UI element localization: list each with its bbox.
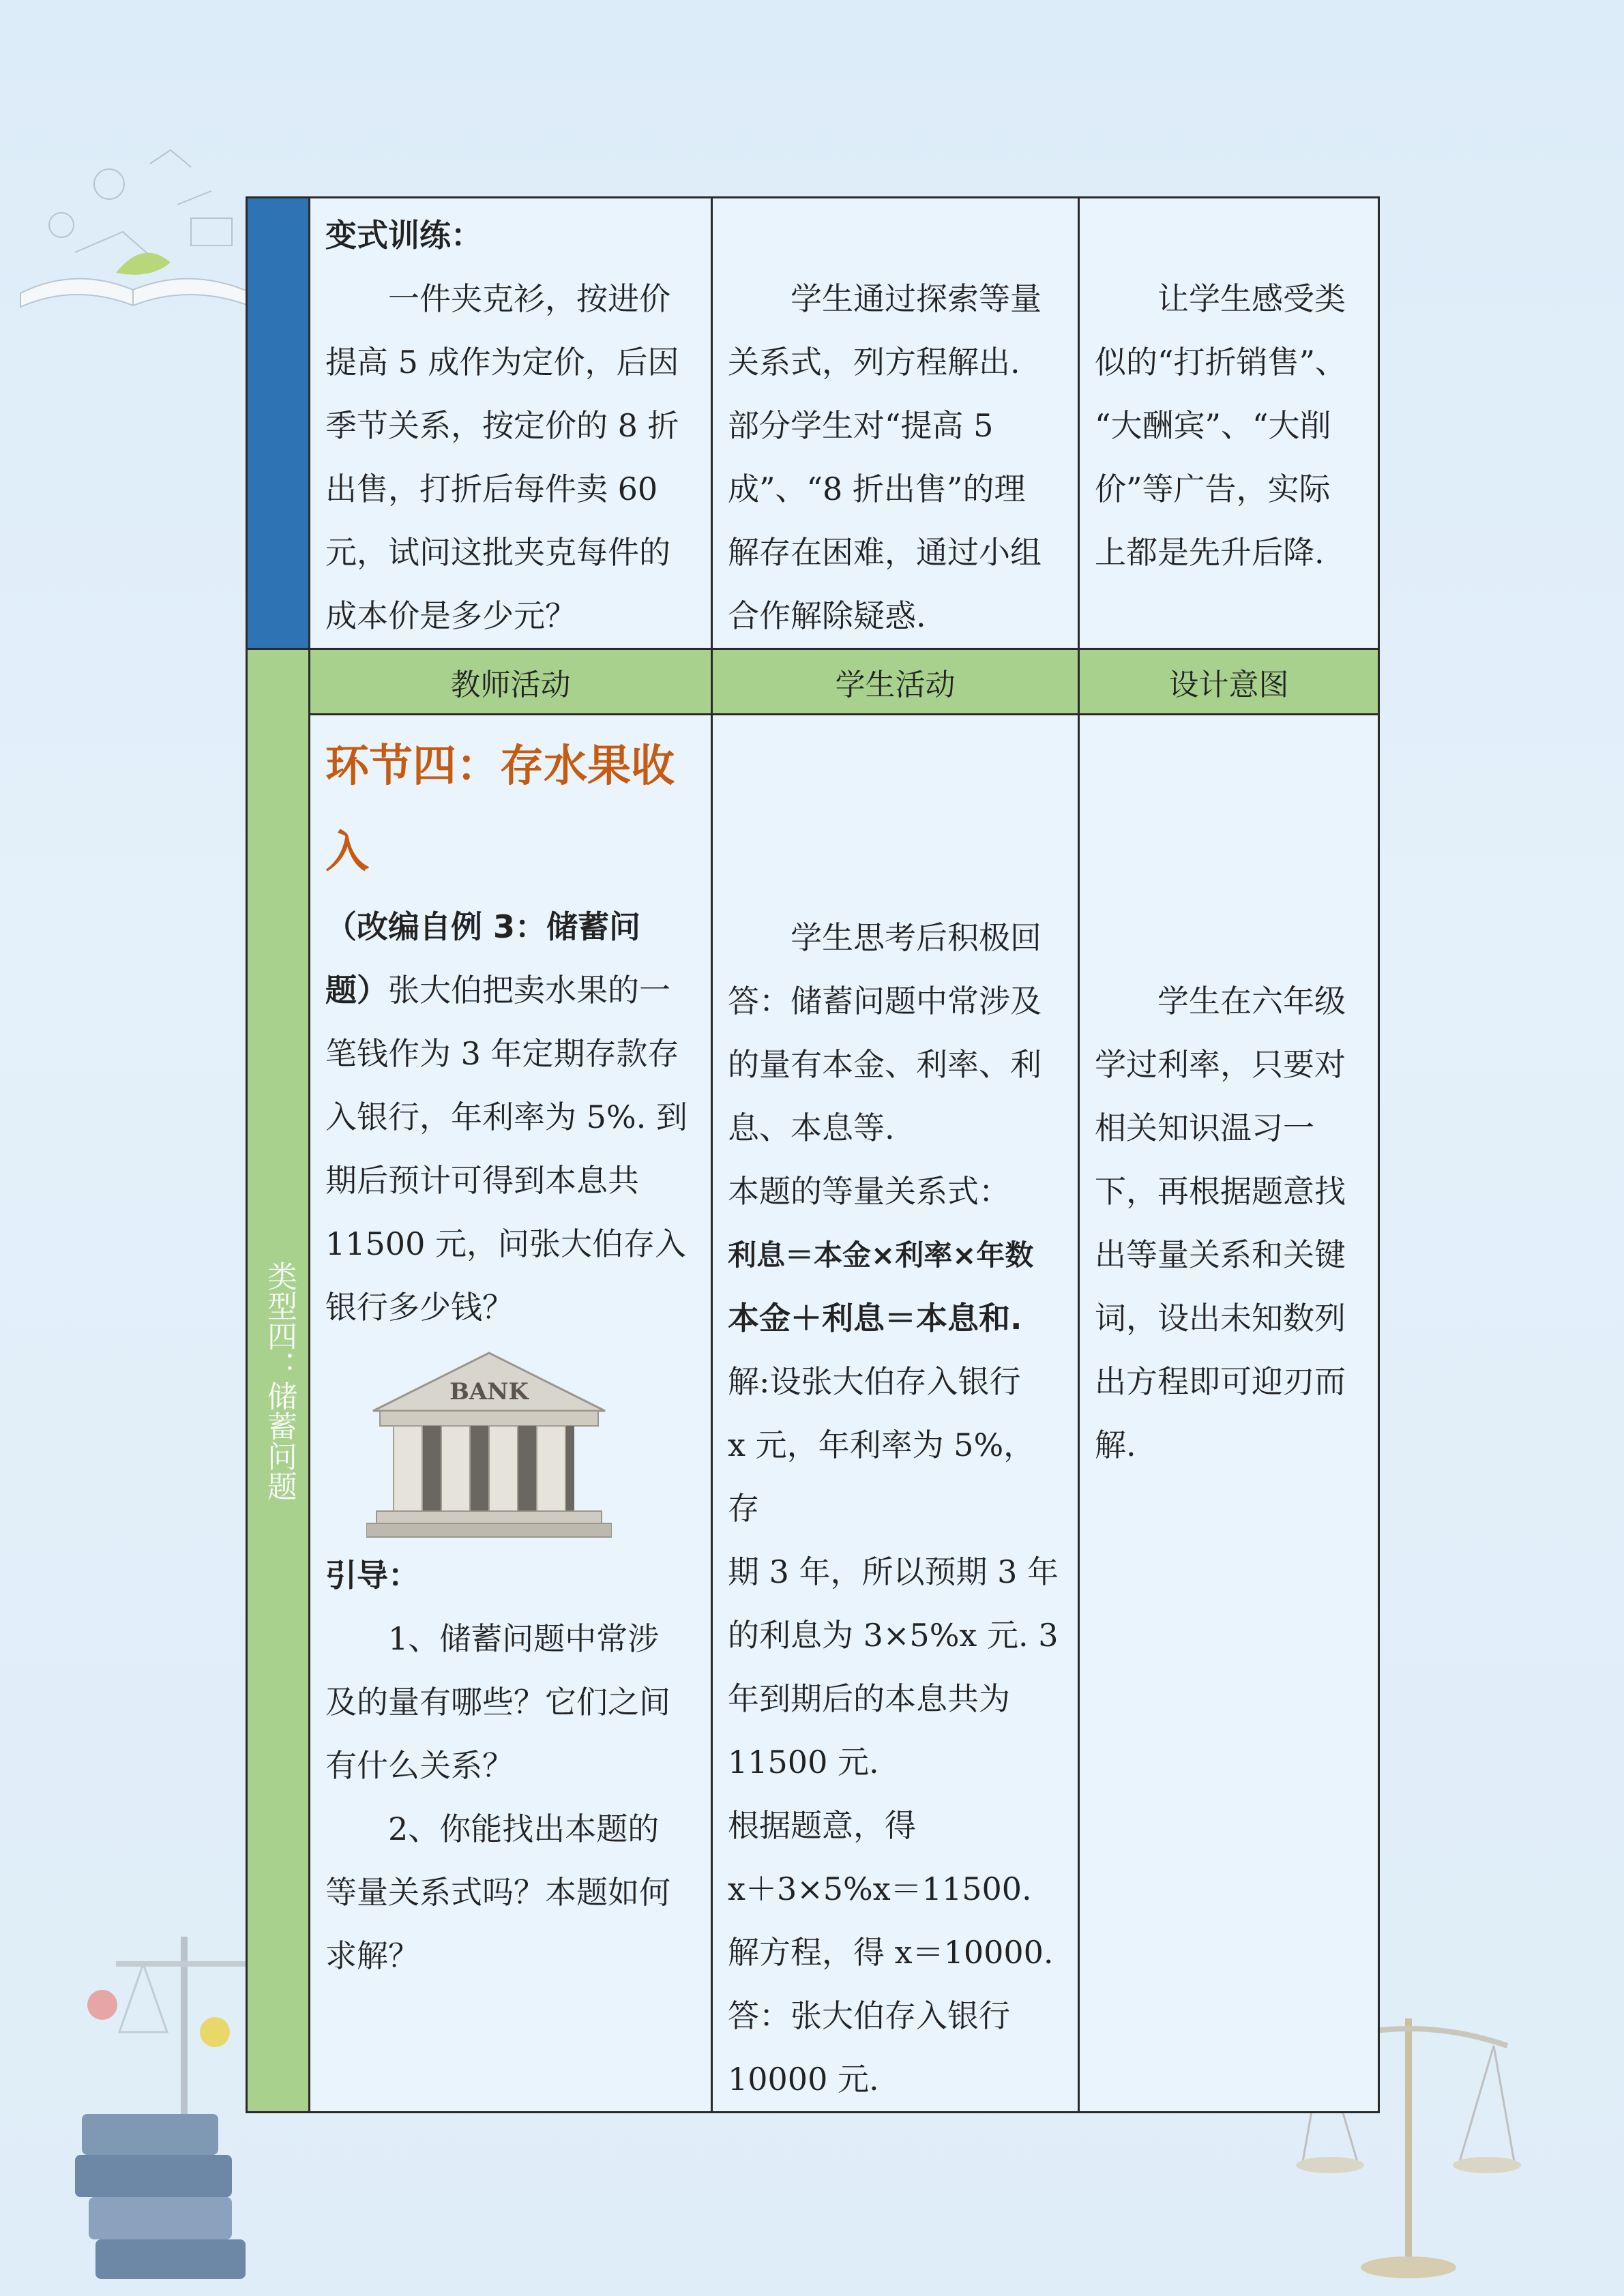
text-line: 让学生感受类 [1157, 280, 1346, 317]
student-cell-main [712, 715, 1079, 2113]
text-line: 答：储蓄问题中常涉及 [728, 983, 1042, 1019]
text-line: 合作解除疑惑. [728, 597, 926, 634]
text-line: 学生通过探索等量 [791, 280, 1042, 317]
column-header-row [247, 649, 1379, 715]
section-title-cont: 入 [325, 827, 369, 878]
text-line: 出等量关系和关键 [1095, 1236, 1346, 1273]
text-line: 入银行，年利率为 5%. 到 [325, 1099, 688, 1135]
variant-training-title: 变式训练： [325, 217, 482, 254]
text-line: x＋3×5%x＝11500. [728, 1870, 1032, 1907]
text-line: 词，设出未知数列 [1095, 1300, 1346, 1337]
variant-training-row [247, 198, 1379, 649]
text-line: 11500 元，问张大伯存入 [325, 1225, 686, 1262]
text-line: 银行多少钱？ [325, 1289, 514, 1326]
text-line: 关系式，列方程解出. [728, 344, 1020, 381]
text-line: 解方程，得 x＝10000. [728, 1934, 1054, 1971]
example-text: 张大伯把卖水果的一 [388, 972, 670, 1009]
formula-interest: 利息＝本金×利率×年数 [728, 1238, 1034, 1272]
text-line: 本题的等量关系式： [728, 1173, 1010, 1210]
text-line: x 元，年利率为 5%，存 [728, 1427, 1035, 1527]
text-line: 部分学生对“提高 5 [728, 407, 994, 444]
text-line: 学生思考后积极回 [791, 919, 1042, 956]
text-line: 出售，打折后每件卖 60 [325, 471, 658, 507]
text-line: 求解？ [325, 1937, 419, 1974]
text-line: 的利息为 3×5%x 元. 3 [728, 1617, 1059, 1654]
text-line: 成”、“8 折出售”的理 [728, 471, 1026, 507]
side-bar-type-label [247, 649, 310, 2113]
text-line: 解:设张大伯存入银行 [728, 1363, 1021, 1400]
text-line: 2、你能找出本题的 [388, 1810, 660, 1847]
formula-total: 本金＋利息＝本息和. [728, 1300, 1022, 1337]
header-teacher-activity: 教师活动 [310, 649, 712, 715]
text-line: 10000 元. [728, 2061, 879, 2098]
book-doodle-decoration [14, 136, 259, 320]
example-source: （改编自例 3：储蓄问 [325, 908, 641, 945]
guide-title: 引导： [325, 1557, 419, 1594]
text-line: 解存在困难，通过小组 [728, 534, 1042, 571]
text-line: 根据题意，得 [728, 1807, 916, 1844]
text-line: “大酬宾”、“大削 [1095, 407, 1331, 444]
text-line: 答：张大伯存入银行 [728, 1997, 1010, 2034]
text-line: 期后预计可得到本息共 [325, 1162, 639, 1199]
teacher-cell-main [310, 715, 712, 2113]
text-line: 学过利率，只要对 [1095, 1046, 1346, 1083]
text-line: 上都是先升后降. [1095, 534, 1325, 571]
lesson-plan-table [246, 196, 1380, 2113]
bank-sign-text: BANK [449, 1378, 529, 1405]
text-line: 季节关系，按定价的 8 折 [325, 407, 679, 444]
text-line: 的量有本金、利率、利 [728, 1046, 1042, 1083]
text-line: 成本价是多少元？ [325, 597, 576, 634]
section-title: 环节四：存水果收 [325, 741, 675, 792]
header-design-intent: 设计意图 [1079, 649, 1379, 715]
header-student-activity: 学生活动 [712, 649, 1079, 715]
design-cell-top [1079, 198, 1379, 649]
text-line: 相关知识温习一 [1095, 1109, 1314, 1146]
savings-problem-row [247, 715, 1379, 2113]
text-line: 年到期后的本息共为 [728, 1680, 1010, 1717]
text-line: 解. [1095, 1427, 1136, 1463]
design-cell-main [1079, 715, 1379, 2113]
student-cell-top [712, 198, 1079, 649]
text-line: 提高 5 成作为定价，后因 [325, 344, 679, 381]
text-line: 息、本息等. [728, 1109, 895, 1146]
books-scale-decoration [55, 1909, 273, 2291]
text-line: 1、储蓄问题中常涉 [388, 1620, 660, 1657]
text-line: 一件夹克衫，按进价 [388, 280, 670, 317]
type-four-label: 类型四：储蓄问题 [262, 1260, 297, 1501]
text-line: 下，再根据题意找 [1095, 1173, 1346, 1210]
text-line: 似的“打折销售”、 [1095, 344, 1347, 381]
text-line: 学生在六年级 [1157, 983, 1346, 1019]
text-line: 价”等广告，实际 [1095, 471, 1331, 507]
bank-building-image [366, 1346, 612, 1544]
text-line: 元，试问这批夹克每件的 [325, 534, 670, 571]
text-line: 期 3 年，所以预期 3 年 [728, 1553, 1059, 1590]
side-bar-top [247, 198, 310, 649]
bank-illustration-wrap [325, 1339, 696, 1544]
teacher-cell-top [310, 198, 712, 649]
text-line: 出方程即可迎刃而 [1095, 1363, 1346, 1400]
text-line: 等量关系式吗？本题如何 [325, 1874, 670, 1911]
text-line: 有什么关系？ [325, 1747, 514, 1784]
text-line: 笔钱作为 3 年定期存款存 [325, 1035, 679, 1072]
text-line: 11500 元. [728, 1744, 879, 1780]
text-line: 及的量有哪些？它们之间 [325, 1684, 670, 1720]
example-source-cont: 题） [325, 972, 388, 1009]
